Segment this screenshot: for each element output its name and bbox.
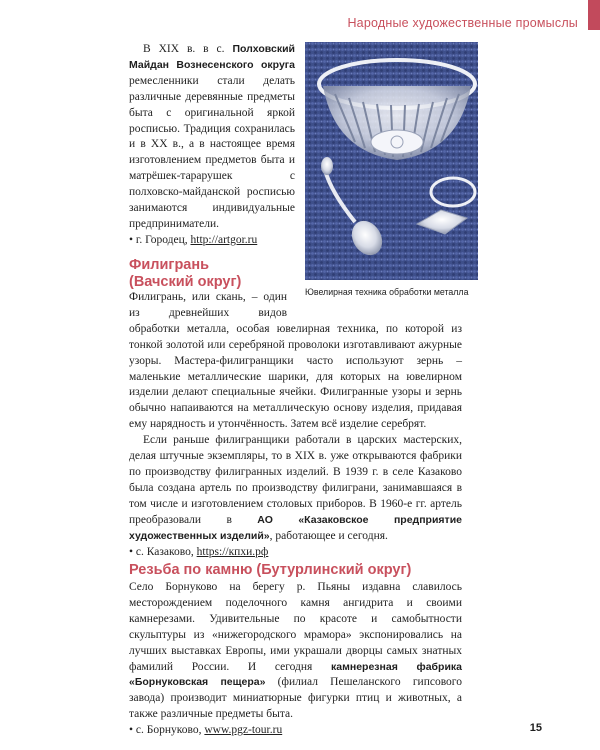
stone-paragraph: Село Борнуково на берегу р. Пьяны издавна славилось месторождением поделочного камня ангидрита и своими камнерезами. Удивительные по красоте и самобытности скульптуры из «нижегородского мрамора» экспонировались на лучших выставках Европы, ими украшали дворцы самых знатных фамилий России. И сегодня камнерезная фабрика «Борнуковская пещера» (филиал Пешеланского гипсового завода) производит миниатюрные фигурки птиц и животных, а также различные предметы быта. — [129, 581, 462, 721]
photo-caption: Ювелирная техника обработки металла — [305, 287, 469, 297]
intro-reference: • г. Городец, http://artgor.ru — [129, 233, 258, 246]
filigree-heading: Филигрань (Вачский округ) — [129, 257, 242, 290]
stone-section — [129, 580, 462, 739]
intro-paragraph: В XIX в. в с. Полховский Майдан Вознесенского округа ремесленники стали делать различные деревянные предметы быта с оригинальной яркой росписью. Традиция сохранилась и в XX в., а в настоящее время изготовлением предметов быта и матрёшек-тарарушек с полховско-майданской росписью занимаются индивидуальные предприниматели. — [129, 43, 295, 230]
filigree-photo — [305, 42, 478, 280]
page-number: 15 — [529, 722, 542, 734]
stone-link[interactable]: www.pgz-tour.ru — [204, 724, 283, 737]
running-header — [0, 0, 600, 30]
filigree-link[interactable]: https://кпхи.рф — [196, 545, 269, 558]
header-color-tab — [588, 0, 600, 30]
filigree-section — [129, 290, 462, 560]
filigree-reference: • с. Казаково, https://кпхи.рф — [129, 545, 269, 558]
filigree-paragraph-1: Филигрань, или скань, – один из древнейших видов обработки металла, особая ювелирная техника, по которой из тонкой золотой или серебряной проволоки изготавливают ажурные узоры. Мастера-филигранщики часто используют зернь – маленькие металлические шарики, для которых на ювелирном изделии делают специальные ячейки. Филигранные узоры и зернь обычно напаиваются на металлическую основу изделия, придавая ему нарядность и утончённость. Затем всё изделие серебрят. — [129, 291, 462, 431]
stone-reference: • с. Борнуково, www.pgz-tour.ru — [129, 724, 283, 737]
intro-section — [129, 42, 295, 249]
intro-link[interactable]: http://artgor.ru — [190, 233, 258, 246]
filigree-paragraph-2: Если раньше филигранщики работали в царских мастерских, делая штучные экземпляры, то в XIX в. уже открываются фабрики по производству филигранных изделий. В 1939 г. в селе Казаково была создана артель по производству филиграни, занимавшаяся в том числе и изготовлением столовых приборов. В 1960-е гг. артель преобразовали в АО «Казаковское предприятие художественных изделий», работающее и сегодня. — [129, 434, 462, 542]
running-header-title: Народные художественные промыслы — [347, 16, 578, 30]
stone-heading: Резьба по камню (Бутурлинский округ) — [129, 562, 412, 578]
